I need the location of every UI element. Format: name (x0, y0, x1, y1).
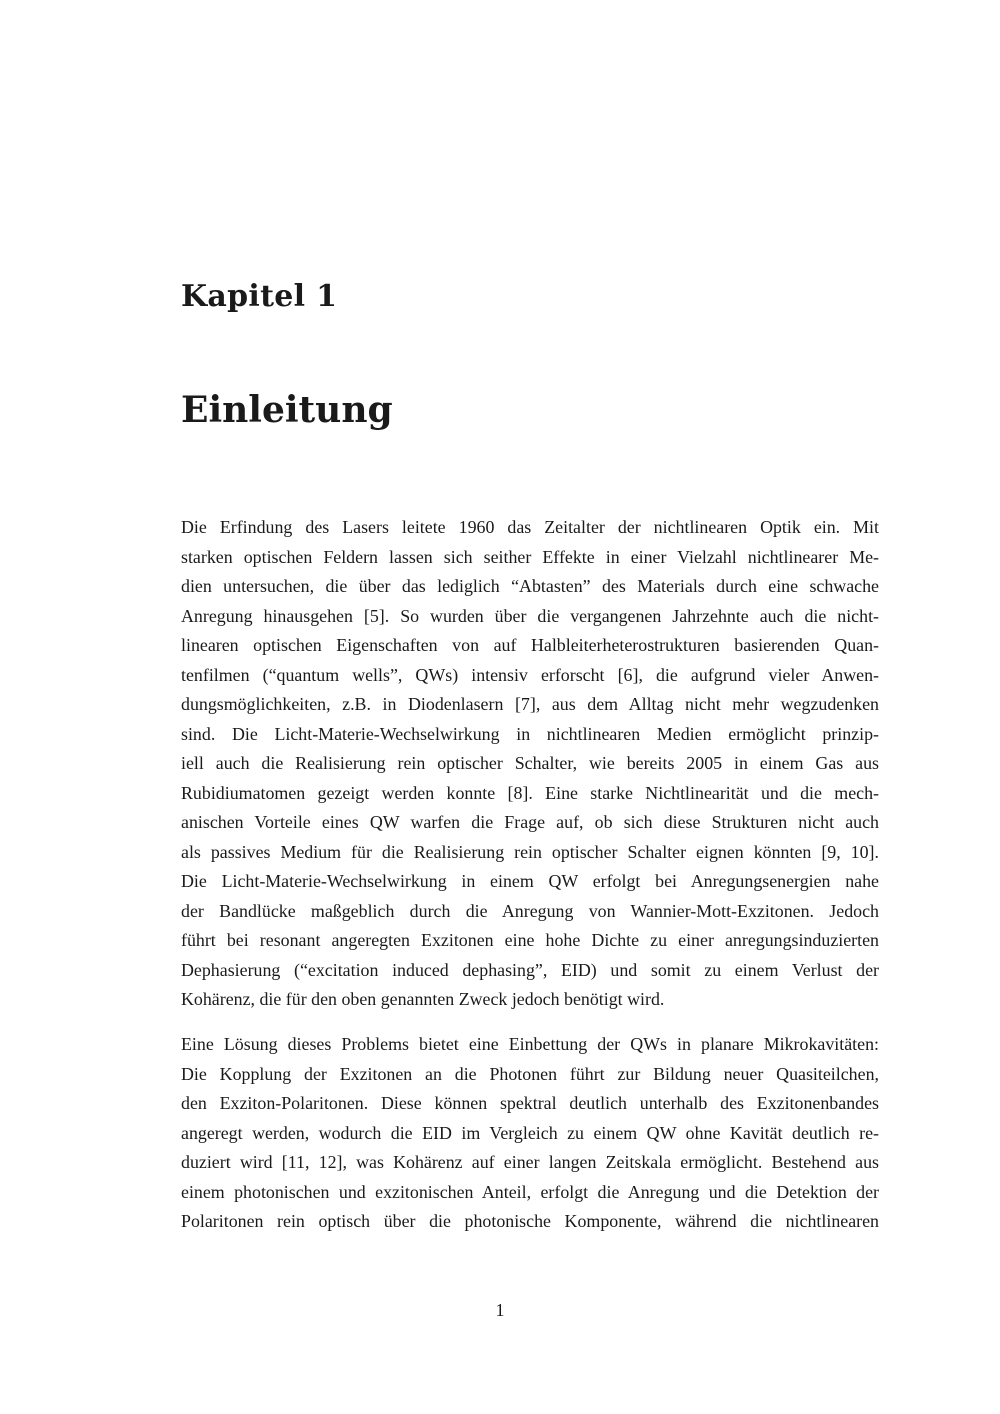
text-line: einem photonischen und exzitonischen Anteil, erfolgt die Anregung und die Detektion der (181, 1181, 879, 1202)
text-line: angeregt werden, wodurch die EID im Vergleich zu einem QW ohne Kavität deutlich re- (181, 1122, 879, 1143)
chapter-label: Kapitel 1 (181, 279, 338, 314)
text-line: starken optischen Feldern lassen sich seither Effekte in einer Vielzahl nichtlinearer Me- (181, 546, 879, 567)
text-line: tenfilmen (“quantum wells”, QWs) intensiv erforscht [6], die aufgrund vieler Anwen- (181, 664, 879, 685)
text-line: Die Kopplung der Exzitonen an die Photonen führt zur Bildung neuer Quasiteilchen, (181, 1063, 879, 1084)
text-line: führt bei resonant angeregten Exzitonen eine hohe Dichte zu einer anregungsinduzierten (181, 930, 879, 950)
text-line: als passives Medium für die Realisierung rein optischer Schalter eignen könnten [9, 10]. (181, 841, 879, 862)
text-line: Polaritonen rein optisch über die photonische Komponente, während die nichtlinearen (181, 1211, 879, 1231)
paragraph-2 (181, 1030, 879, 1237)
text-line: sind. Die Licht-Materie-Wechselwirkung in nichtlinearen Medien ermöglicht prinzip- (181, 723, 879, 744)
text-line: Eine Lösung dieses Problems bietet eine Einbettung der QWs in planare Mikrokavitäten: (181, 1034, 879, 1054)
text-line: Die Erfindung des Lasers leitete 1960 das Zeitalter der nichtlinearen Optik ein. Mit (181, 517, 879, 537)
text-line: dungsmöglichkeiten, z.B. in Diodenlasern [7], aus dem Alltag nicht mehr wegzudenken (181, 694, 879, 714)
text-line: Anregung hinausgehen [5]. So wurden über die vergangenen Jahrzehnte auch die nicht- (181, 605, 879, 626)
text-line: Kohärenz, die für den oben genannten Zweck jedoch benötigt wird. (181, 989, 665, 1009)
text-line: anischen Vorteile eines QW warfen die Frage auf, ob sich diese Strukturen nicht auch (181, 812, 879, 832)
text-line: duziert wird [11, 12], was Kohärenz auf einer langen Zeitskala ermöglicht. Bestehend aus (181, 1152, 879, 1172)
text-line: Rubidiumatomen gezeigt werden konnte [8]. Eine starke Nichtlinearität und die mech- (181, 782, 879, 803)
text-line: linearen optischen Eigenschaften von auf Halbleiterheterostrukturen basierenden Quan- (181, 635, 879, 655)
paragraph-1 (181, 513, 879, 1015)
text-line: Die Licht-Materie-Wechselwirkung in einem QW erfolgt bei Anregungsenergien nahe (181, 871, 879, 891)
text-line: dien untersuchen, die über das lediglich “Abtasten” des Materials durch eine schwache (181, 576, 879, 596)
page-number: 1 (495, 1300, 505, 1320)
text-line: Dephasierung (“excitation induced dephasing”, EID) und somit zu einem Verlust der (181, 959, 879, 980)
body-text (181, 513, 879, 1237)
text-line: der Bandlücke maßgeblich durch die Anregung von Wannier-Mott-Exzitonen. Jedoch (181, 900, 879, 921)
text-line: den Exziton-Polaritonen. Diese können spektral deutlich unterhalb des Exzitonenbandes (181, 1093, 879, 1113)
chapter-title: Einleitung (181, 389, 393, 431)
text-line: iell auch die Realisierung rein optischer Schalter, wie bereits 2005 in einem Gas aus (181, 753, 879, 773)
